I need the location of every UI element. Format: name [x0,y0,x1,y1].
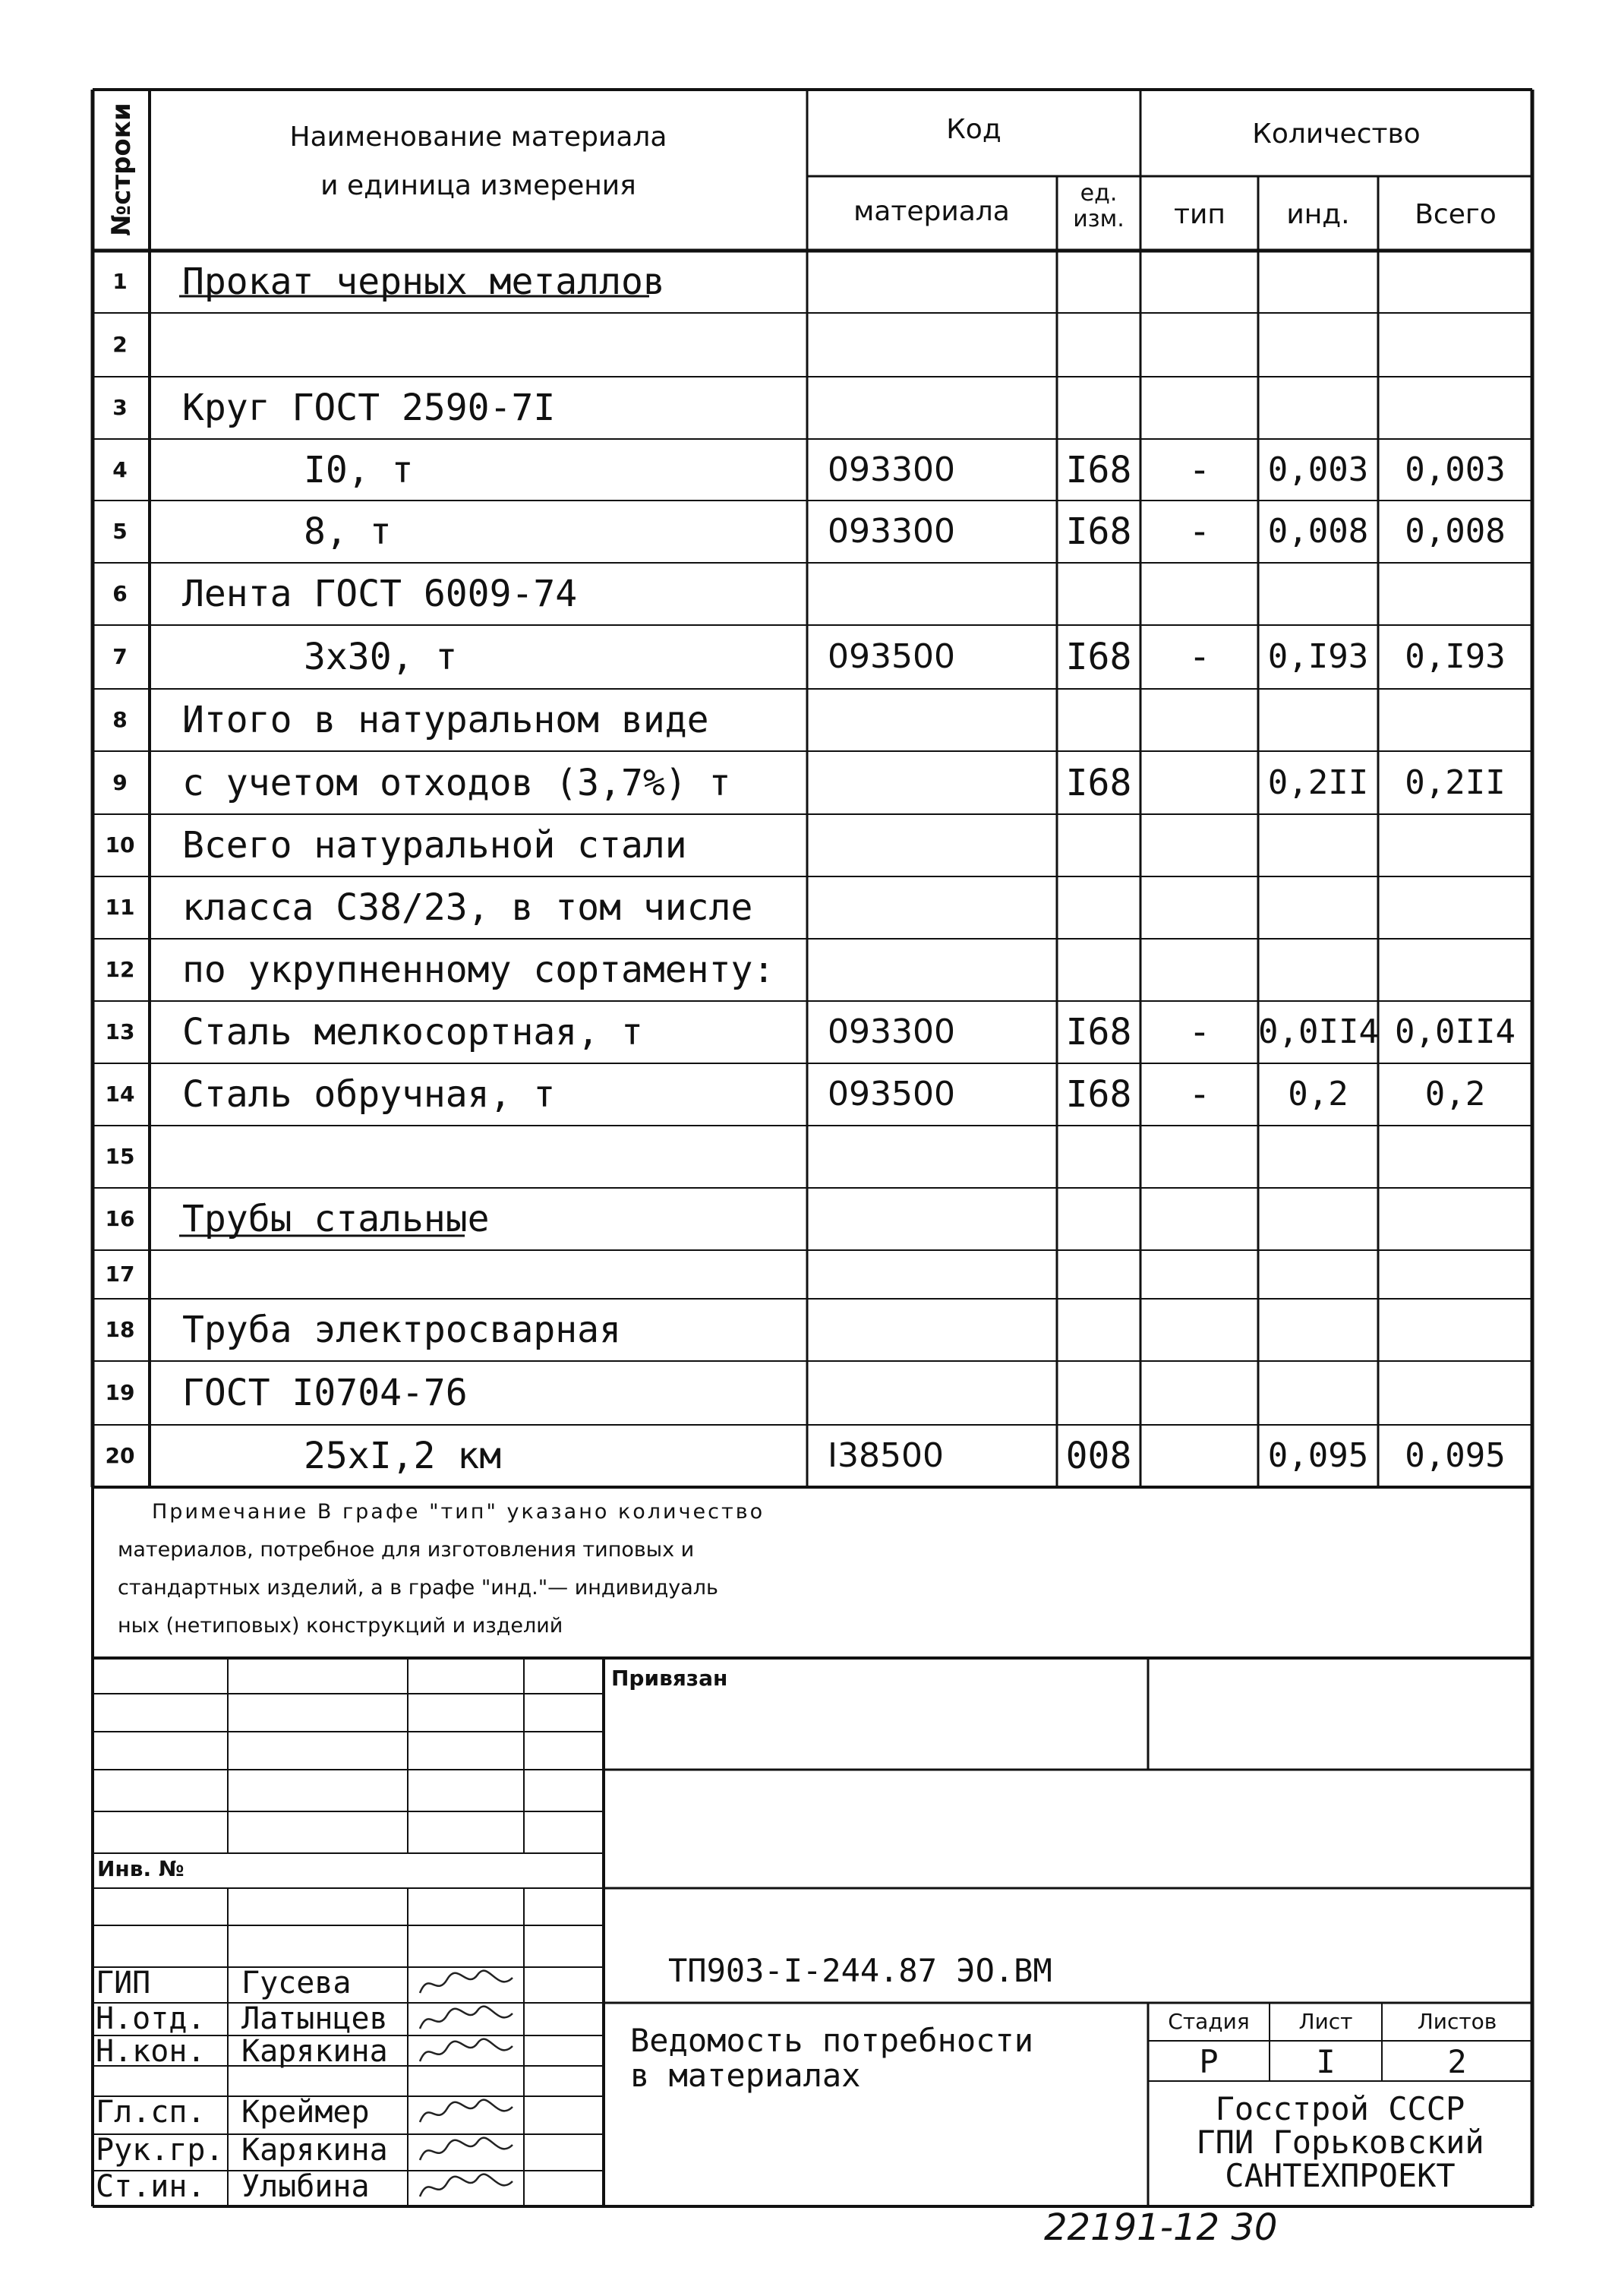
header-name-line1: Наименование материала [289,122,667,153]
row-total: 0,2 [1424,1075,1486,1113]
staff-name: Улыбина [241,2169,370,2204]
signature [414,2003,520,2033]
row-unit: I68 [1065,761,1132,804]
row-number: 8 [112,707,128,732]
row-number: 11 [105,895,135,920]
staff-role: ГИП [96,1966,151,2001]
org-line2: ГПИ Горьковский [1196,2124,1484,2161]
sheets-label: Листов [1417,2009,1497,2034]
handwritten-number: 22191-12 30 [1044,2206,1278,2249]
row-material-code: I38500 [828,1436,944,1475]
row-ind: 0,2 [1288,1075,1348,1113]
row-number: 9 [112,769,128,795]
row-number: 13 [105,1019,135,1044]
staff-name: Карякина [241,2133,388,2168]
row-number: 15 [105,1144,135,1169]
row-name: Сталь обручная, т [182,1073,556,1116]
staff-name: Латынцев [241,2001,388,2036]
row-unit: I68 [1065,636,1132,678]
row-material-code: 093300 [828,450,955,489]
staff-role: Н.кон. [96,2034,206,2069]
row-number: 3 [112,395,128,420]
row-total: 0,I93 [1405,637,1506,676]
row-number: 1 [112,269,128,294]
header-unit: ед. изм. [1073,180,1125,232]
row-material-code: 093500 [828,637,955,676]
row-number: 7 [112,644,128,669]
org-line1: Госстрой СССР [1215,2090,1465,2127]
row-number: 6 [112,581,128,606]
privyazan-label: Привязан [611,1666,728,1691]
row-total: 0,095 [1405,1436,1506,1475]
signature [414,2035,520,2066]
note-line-4: ных (нетиповых) конструкций и изделий [118,1614,563,1638]
row-total: 0,0II4 [1395,1012,1516,1051]
staff-role: Н.отд. [96,2001,206,2036]
row-name: Лента ГОСТ 6009-74 [182,573,578,615]
row-total: 0,003 [1405,450,1506,489]
row-number: 2 [112,332,128,357]
signature [414,2096,520,2127]
staff-role: Рук.гр. [96,2133,224,2168]
row-type: - [1188,448,1211,491]
row-name: Круг ГОСТ 2590-7I [182,387,556,429]
doc-title-line2: в материалах [630,2057,861,2094]
staff-name: Креймер [241,2095,370,2130]
row-number: 4 [112,456,128,482]
doc-title-line1: Ведомость потребности [630,2022,1034,2059]
row-material-code: 093300 [828,1012,955,1051]
sheet-label: Лист [1298,2009,1353,2034]
sheets-value: 2 [1447,2043,1467,2080]
header-code: Код [946,114,1001,145]
header-material: материала [853,196,1010,227]
row-name: 8, т [304,510,392,553]
row-name: ГОСТ I0704-76 [182,1372,468,1414]
row-type: - [1188,510,1211,553]
row-number: 12 [105,957,135,982]
row-name: 25хI,2 км [304,1435,502,1477]
row-unit: I68 [1065,1011,1132,1053]
header-total: Всего [1415,199,1497,230]
header-name-line2: и единица измерения [320,170,636,201]
staff-role: Гл.сп. [96,2095,206,2130]
row-ind: 0,003 [1267,450,1369,489]
row-material-code: 093300 [828,512,955,551]
row-ind: 0,095 [1267,1436,1369,1475]
row-number: 14 [105,1082,135,1107]
note-line-3: стандартных изделий, а в графе "инд."— индивидуаль [118,1576,718,1600]
row-ind: 0,I93 [1267,637,1369,676]
row-name: 3х30, т [304,636,458,678]
row-type: - [1188,1073,1211,1116]
row-name: Сталь мелкосортная, т [182,1011,643,1053]
row-number: 16 [105,1206,135,1231]
row-name: Трубы стальные [182,1198,490,1240]
header-row-no: №строки [106,103,137,236]
row-total: 0,008 [1405,512,1506,551]
signature [414,2171,520,2201]
row-name: I0, т [304,448,414,491]
header-quantity: Количество [1252,118,1421,150]
org-line3: САНТЕХПРОЕКТ [1225,2157,1456,2194]
note-line-1: Примечание В графе "тип" указано количество [152,1500,765,1524]
stage-value: Р [1199,2043,1219,2080]
row-type: - [1188,636,1211,678]
row-unit: I68 [1065,510,1132,553]
doc-code: ТП903-I-244.87 ЭО.ВМ [668,1952,1052,1989]
row-name: с учетом отходов (3,7%) т [182,761,731,804]
row-ind: 0,008 [1267,512,1369,551]
staff-role: Ст.ин. [96,2169,206,2204]
stage-label: Стадия [1168,2009,1250,2034]
row-material-code: 093500 [828,1075,955,1113]
row-name: класса С38/23, в том числе [182,886,753,929]
row-number: 20 [105,1443,135,1468]
row-ind: 0,2II [1267,763,1369,802]
row-name: Прокат черных металлов [182,261,665,303]
row-total: 0,2II [1405,763,1506,802]
row-name: Труба электросварная [182,1309,621,1351]
staff-name: Гусева [241,1966,352,2001]
row-name: Всего натуральной стали [182,824,687,867]
row-number: 10 [105,832,135,857]
row-unit: I68 [1065,448,1132,491]
row-ind: 0,0II4 [1258,1012,1379,1051]
row-number: 17 [105,1262,135,1287]
row-unit: 008 [1065,1435,1132,1477]
header-ind: инд. [1286,199,1350,230]
header-type: тип [1174,199,1225,230]
signature [414,2134,520,2165]
signature [414,1967,520,1998]
row-number: 18 [105,1317,135,1342]
row-unit: I68 [1065,1073,1132,1116]
row-number: 19 [105,1380,135,1405]
row-name: по укрупненному сортаменту: [182,949,775,991]
inv-no-label: Инв. № [97,1856,185,1881]
row-name: Итого в натуральном виде [182,699,709,741]
row-type: - [1188,1011,1211,1053]
note-line-2: материалов, потребное для изготовления типовых и [118,1538,695,1562]
staff-name: Карякина [241,2034,388,2069]
sheet-value: I [1316,2043,1336,2080]
row-number: 5 [112,519,128,544]
